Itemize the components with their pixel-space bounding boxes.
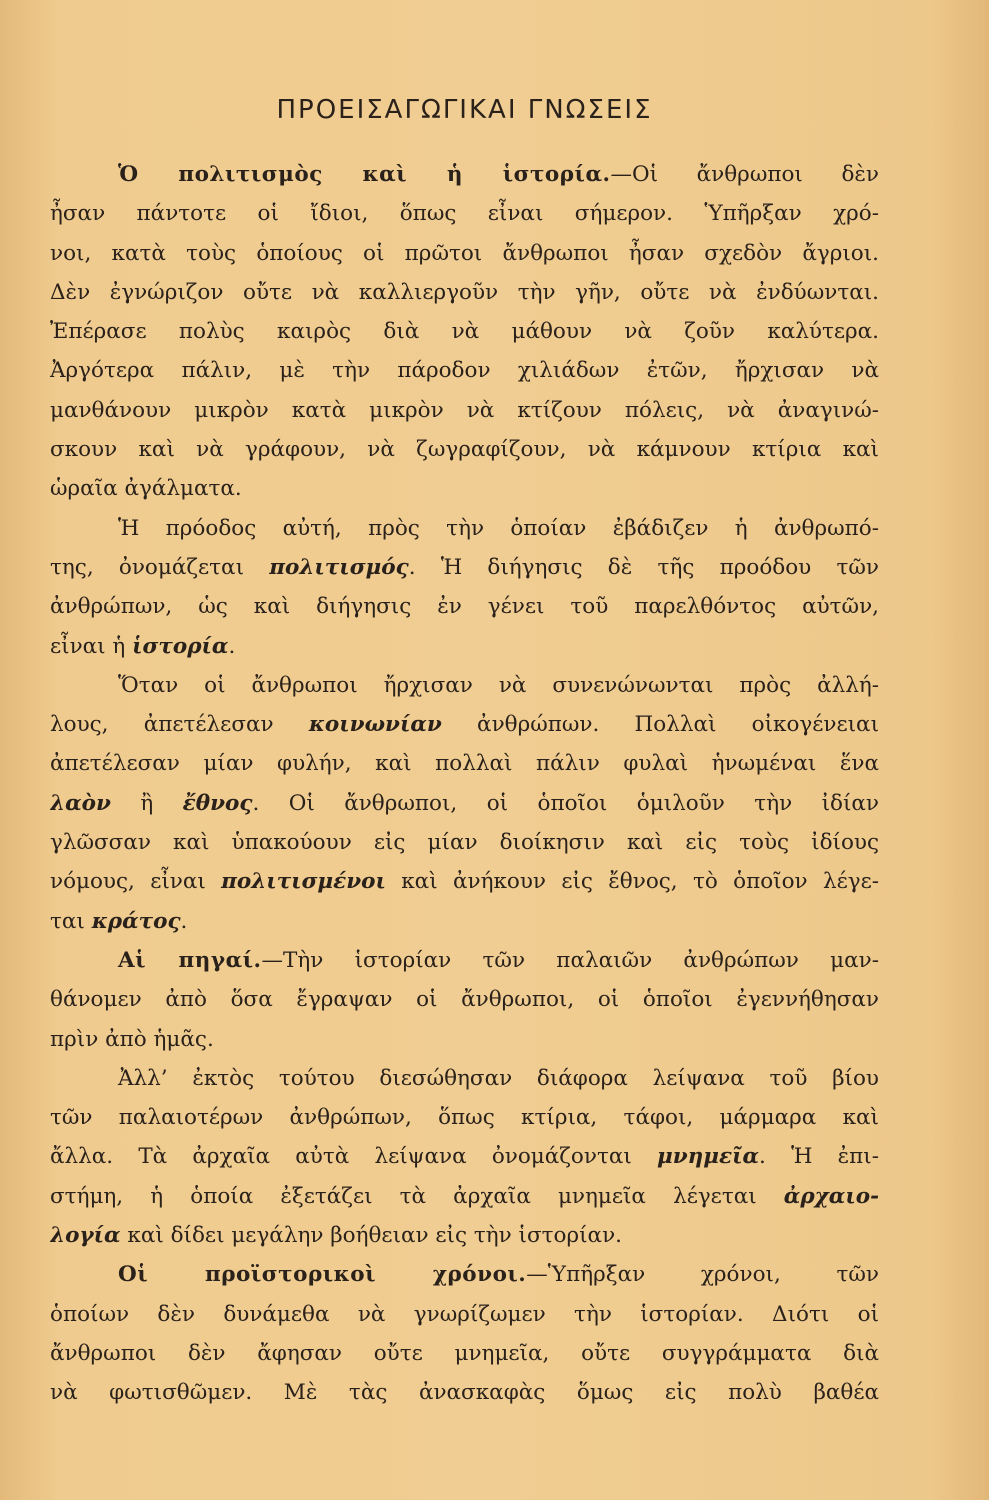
text-line: [50, 587, 879, 626]
line-text: —Οἱ ἄνθρωποι δὲν: [610, 162, 879, 187]
text-line: [50, 469, 879, 508]
text-line: [50, 155, 879, 194]
text-line: [50, 823, 879, 862]
line-text: ὡραῖα ἀγάλματα.: [50, 476, 242, 502]
text-line: [50, 1137, 879, 1176]
term: ἀρχαιο-: [783, 1183, 879, 1209]
term: κοινωνίαν: [308, 712, 442, 738]
line-text: ἀπετέλεσαν μίαν φυλήν, καὶ πολλαὶ πάλιν φυλαὶ ἡνωμέναι ἕνα: [50, 751, 879, 777]
text-line: [50, 902, 879, 941]
line-text: καὶ δίδει μεγάλην βοήθειαν εἰς τὴν ἱστορίαν.: [120, 1223, 622, 1249]
text-line: [50, 784, 879, 823]
line-text: ὁποίων δὲν δυνάμεθα νὰ γνωρίζωμεν τὴν ἱστορίαν. Διότι οἱ: [50, 1301, 879, 1327]
line-text: .: [228, 633, 236, 659]
line-text: ἄλλα. Τὰ ἀρχαῖα αὐτὰ λείψανα ὀνομάζονται: [50, 1144, 657, 1170]
text-line: [50, 430, 879, 469]
line-text: νόμους, εἶναι: [50, 869, 222, 895]
text-line: [50, 1255, 879, 1294]
line-text: Ἀργότερα πάλιν, μὲ τὴν πάροδον χιλιάδων ἐτῶν, ἤρχισαν νὰ: [50, 358, 879, 384]
text-line: [50, 1020, 879, 1059]
text-line: [50, 1177, 879, 1216]
line-text: ἀνθρώπων. Πολλαὶ οἰκογένειαι: [441, 712, 879, 738]
line-text: Δὲν ἐγνώριζον οὔτε νὰ καλλιεργοῦν τὴν γῆν, οὔτε νὰ ἐνδύωνται.: [50, 279, 879, 305]
text-line: [50, 627, 879, 666]
line-text: . Ἡ ἐπι-: [759, 1144, 879, 1170]
line-text: Ἀλλ’ ἐκτὸς τούτου διεσώθησαν διάφορα λείψανα τοῦ βίου: [118, 1065, 879, 1091]
text-line: [50, 548, 879, 587]
line-text: . Οἱ ἄνθρωποι, οἱ ὁποῖοι ὁμιλοῦν τὴν ἰδίαν: [252, 790, 879, 816]
line-text: ἦσαν πάντοτε οἱ ἴδιοι, ὅπως εἶναι σήμερον. Ὑπῆρξαν χρό-: [50, 201, 879, 227]
text-line: [50, 1059, 879, 1098]
line-text: στήμη, ἡ ὁποία ἐξετάζει τὰ ἀρχαῖα μνημεῖα λέγεται: [50, 1183, 784, 1209]
term: κράτος: [91, 908, 181, 934]
text-line: [50, 1216, 879, 1255]
line-text: ἀνθρώπων, ὡς καὶ διήγησις ἐν γένει τοῦ παρελθόντος αὐτῶν,: [50, 594, 879, 620]
text-line: [50, 980, 879, 1019]
line-text: ἄνθρωποι δὲν ἄφησαν οὔτε μνημεῖα, οὔτε συγγράμματα διὰ: [50, 1340, 879, 1366]
text-line: [50, 1295, 879, 1334]
line-text: ἢ: [110, 790, 183, 816]
term: πολιτισμένοι: [221, 869, 386, 895]
term: ἔθνος: [182, 790, 253, 816]
line-text: νὰ φωτισθῶμεν. Μὲ τὰς ἀνασκαφὰς ὅμως εἰς πολὺ βαθέα: [50, 1380, 879, 1406]
text-line: [50, 744, 879, 783]
line-text: εἶναι ἡ: [50, 633, 133, 659]
line-text: γλῶσσαν καὶ ὑπακούουν εἰς μίαν διοίκησιν καὶ εἰς τοὺς ἰδίους: [50, 830, 879, 856]
line-text: λους, ἀπετέλεσαν: [50, 712, 309, 738]
text-line: [50, 312, 879, 351]
section-heading: Αἱ πηγαί.: [118, 947, 262, 973]
line-text: Ὅταν οἱ ἄνθρωποι ἤρχισαν νὰ συνενώνωνται πρὸς ἀλλή-: [118, 672, 879, 698]
section-heading: Ὁ πολιτισμὸς καὶ ἡ ἱστορία.: [118, 162, 611, 187]
term: λογία: [50, 1223, 121, 1249]
line-text: ται: [50, 908, 92, 934]
term: ἱστορία: [132, 633, 229, 659]
line-text: σκουν καὶ νὰ γράφουν, νὰ ζωγραφίζουν, νὰ κάμνουν κτίρια καὶ: [50, 437, 879, 463]
text-line: [50, 194, 879, 233]
text-line: [50, 705, 879, 744]
line-text: —Τὴν ἱστορίαν τῶν παλαιῶν ἀνθρώπων μαν-: [261, 947, 879, 973]
line-text: θάνομεν ἀπὸ ὅσα ἔγραψαν οἱ ἄνθρωποι, οἱ ὁποῖοι ἐγεννήθησαν: [50, 987, 879, 1013]
body-text: [50, 155, 879, 1413]
text-line: [50, 862, 879, 901]
term: λαὸν: [50, 790, 111, 816]
line-text: —Ὑπῆρξαν χρόνοι, τῶν: [526, 1262, 879, 1288]
line-text: Ἐπέρασε πολὺς καιρὸς διὰ νὰ μάθουν νὰ ζοῦν καλύτερα.: [50, 319, 879, 345]
text-line: [50, 941, 879, 980]
section-heading: Οἱ προϊστορικοὶ χρόνοι.: [118, 1262, 527, 1288]
line-text: νοι, κατὰ τοὺς ὁποίους οἱ πρῶτοι ἄνθρωποι ἦσαν σχεδὸν ἄγριοι.: [50, 240, 879, 266]
page-title: ΠΡΟΕΙΣΑΓΩΓΙΚΑΙ ΓΝΩΣΕΙΣ: [276, 95, 653, 125]
text-line: [50, 666, 879, 705]
line-text: .: [180, 908, 188, 934]
text-line: [50, 1098, 879, 1137]
line-text: πρὶν ἀπὸ ἡμᾶς.: [50, 1026, 214, 1052]
text-line: [50, 234, 879, 273]
text-line: [50, 351, 879, 390]
term: μνημεῖα: [657, 1144, 760, 1170]
text-line: [50, 273, 879, 312]
term: πολιτισμός: [269, 554, 409, 580]
line-text: Ἡ πρόοδος αὐτή, πρὸς τὴν ὁποίαν ἐβάδιζεν ἡ ἀνθρωπό-: [118, 515, 879, 541]
line-text: τῶν παλαιοτέρων ἀνθρώπων, ὅπως κτίρια, τάφοι, μάρμαρα καὶ: [50, 1105, 879, 1131]
text-line: [50, 1334, 879, 1373]
line-text: της, ὀνομάζεται: [50, 554, 270, 580]
text-line: [50, 391, 879, 430]
line-text: μανθάνουν μικρὸν κατὰ μικρὸν νὰ κτίζουν πόλεις, νὰ ἀναγινώ-: [50, 397, 879, 423]
line-text: . Ἡ διήγησις δὲ τῆς προόδου τῶν: [408, 554, 879, 580]
text-line: [50, 1373, 879, 1412]
text-line: [50, 509, 879, 548]
line-text: καὶ ἀνήκουν εἰς ἔθνος, τὸ ὁποῖον λέγε-: [385, 869, 879, 895]
